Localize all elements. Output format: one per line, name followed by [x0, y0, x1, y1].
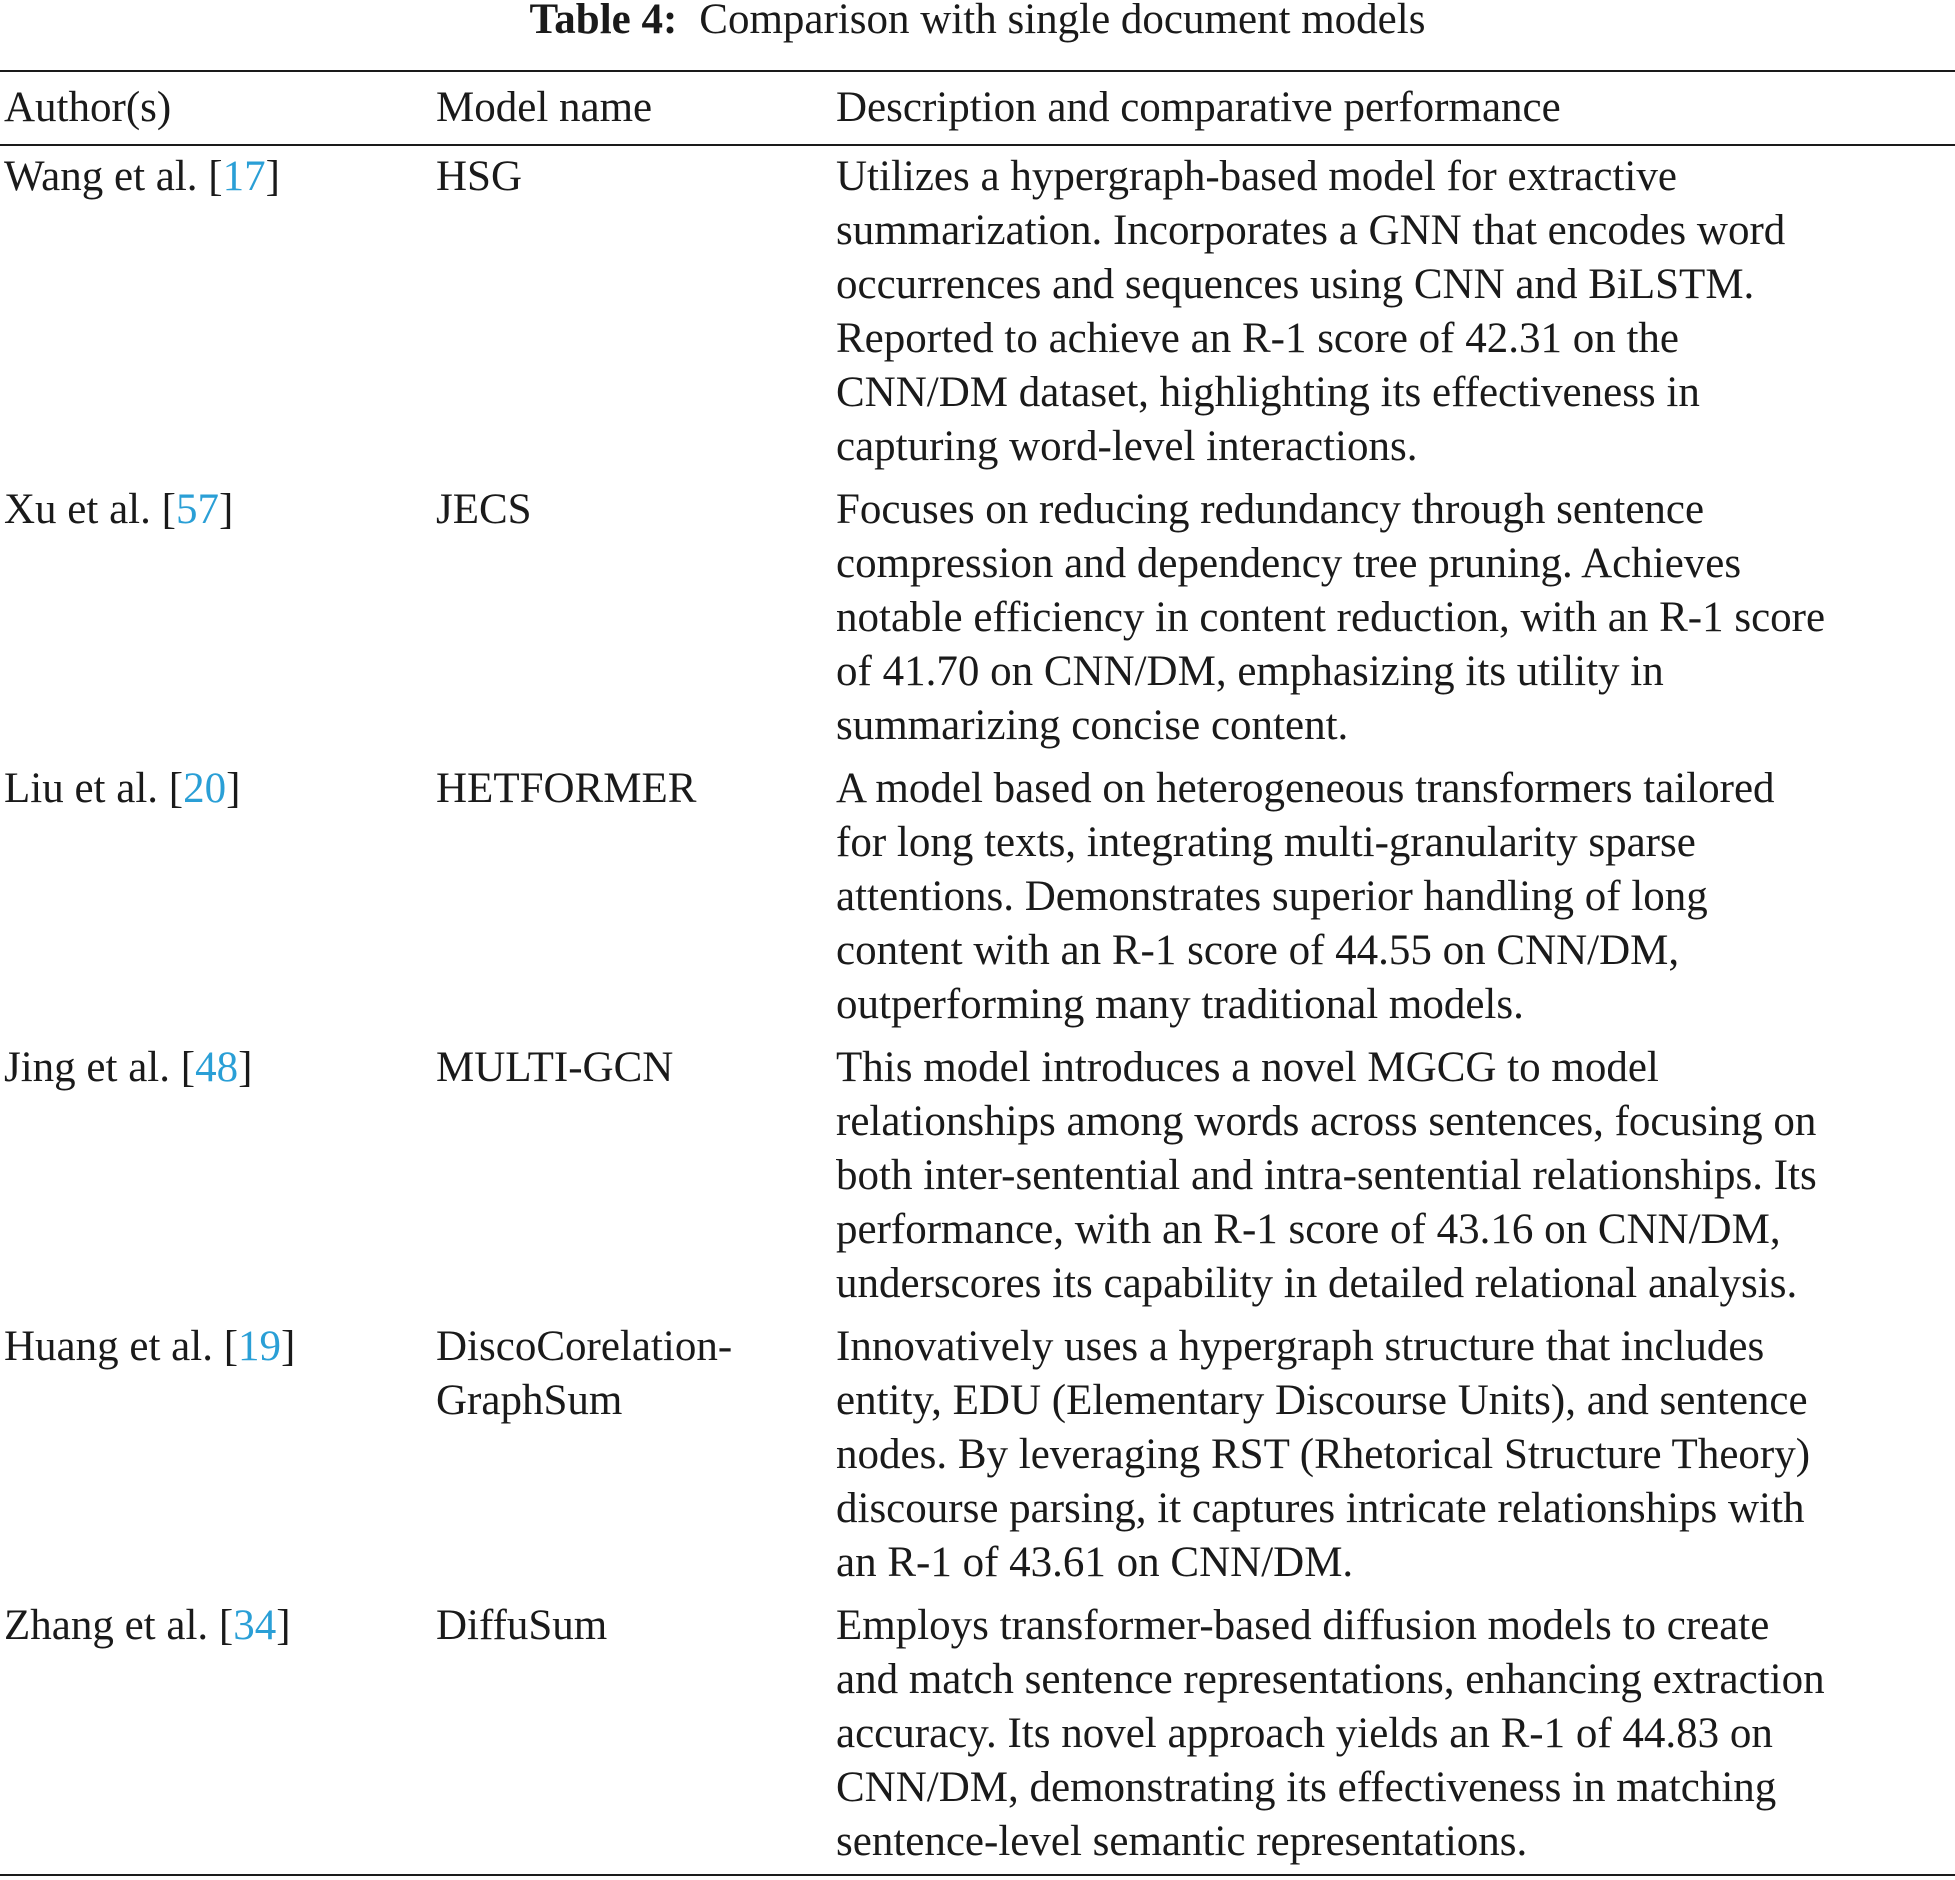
- description-line: sentence-level semantic representations.: [836, 1818, 1528, 1865]
- table-header-row: [0, 71, 1955, 145]
- description-line: Focuses on reducing redundancy through sentence: [836, 486, 1705, 533]
- model-name-line: DiscoCorelation-: [436, 1323, 733, 1370]
- reference-link[interactable]: 48: [195, 1044, 239, 1091]
- author-name: Liu et al.: [4, 765, 159, 812]
- reference-link[interactable]: 57: [175, 486, 219, 533]
- author-name: Jing et al.: [4, 1044, 170, 1091]
- model-cell: [432, 1316, 832, 1595]
- model-cell: [432, 479, 832, 758]
- reference-link[interactable]: 20: [183, 765, 227, 812]
- description-line: Employs transformer-based diffusion models to create: [836, 1602, 1770, 1649]
- description-line: nodes. By leveraging RST (Rhetorical Structure Theory): [836, 1431, 1811, 1478]
- model-cell: [432, 1037, 832, 1316]
- description-line: underscores its capability in detailed relational analysis.: [836, 1260, 1798, 1307]
- author-name: Xu et al.: [4, 486, 151, 533]
- author-cell: Huang et al. [19]: [4, 1323, 296, 1370]
- model-cell: [432, 758, 832, 1037]
- table-row: [0, 479, 1955, 758]
- description-cell: [832, 145, 1955, 479]
- description-line: an R-1 of 43.61 on CNN/DM.: [836, 1539, 1354, 1586]
- table-row: [0, 145, 1955, 479]
- table-row: [0, 1316, 1955, 1595]
- description-line: relationships among words across sentences, focusing on: [836, 1098, 1817, 1145]
- caption-label: Table 4:: [529, 0, 678, 43]
- header-model-name: Model name: [436, 84, 653, 131]
- caption-text: Comparison with single document models: [699, 0, 1426, 43]
- description-line: Utilizes a hypergraph-based model for extractive: [836, 153, 1677, 200]
- description-line: and match sentence representations, enhancing extraction: [836, 1656, 1825, 1703]
- reference-link[interactable]: 17: [222, 153, 266, 200]
- description-line: notable efficiency in content reduction, with an R-1 score: [836, 594, 1826, 641]
- description-line: CNN/DM, demonstrating its effectiveness in matching: [836, 1764, 1777, 1811]
- author-name: Wang et al.: [4, 153, 198, 200]
- reference-link[interactable]: 19: [238, 1323, 282, 1370]
- description-cell: [832, 1316, 1955, 1595]
- model-name-line: GraphSum: [436, 1377, 623, 1424]
- description-cell: [832, 1037, 1955, 1316]
- table-row: [0, 758, 1955, 1037]
- comparison-table: [0, 70, 1955, 1876]
- description-line: A model based on heterogeneous transformers tailored: [836, 765, 1775, 812]
- model-name: MULTI-GCN: [436, 1044, 674, 1091]
- model-cell: [432, 145, 832, 479]
- model-name: JECS: [436, 486, 532, 533]
- description-line: for long texts, integrating multi-granularity sparse: [836, 819, 1696, 866]
- description-line: accuracy. Its novel approach yields an R-1 of 44.83 on: [836, 1710, 1773, 1757]
- model-name: DiffuSum: [436, 1602, 608, 1649]
- description-cell: [832, 479, 1955, 758]
- table-row: [0, 1595, 1955, 1875]
- table-caption: [0, 0, 1955, 46]
- model-name: HETFORMER: [436, 765, 697, 812]
- description-line: attentions. Demonstrates superior handling of long: [836, 873, 1708, 920]
- description-line: occurrences and sequences using CNN and BiLSTM.: [836, 261, 1755, 308]
- description-line: entity, EDU (Elementary Discourse Units), and sentence: [836, 1377, 1808, 1424]
- author-cell: Jing et al. [48]: [4, 1044, 253, 1091]
- description-line: summarizing concise content.: [836, 702, 1349, 749]
- description-line: of 41.70 on CNN/DM, emphasizing its utility in: [836, 648, 1664, 695]
- author-cell: Liu et al. [20]: [4, 765, 241, 812]
- description-cell: [832, 1595, 1955, 1875]
- description-line: both inter-sentential and intra-sentential relationships. Its: [836, 1152, 1817, 1199]
- author-cell: Wang et al. [17]: [4, 153, 280, 200]
- description-line: content with an R-1 score of 44.55 on CNN/DM,: [836, 927, 1680, 974]
- description-line: discourse parsing, it captures intricate relationships with: [836, 1485, 1805, 1532]
- description-line: performance, with an R-1 score of 43.16 on CNN/DM,: [836, 1206, 1781, 1253]
- author-cell: Xu et al. [57]: [4, 486, 234, 533]
- model-cell: [432, 1595, 832, 1875]
- header-description: Description and comparative performance: [836, 84, 1561, 131]
- author-name: Zhang et al.: [4, 1602, 209, 1649]
- author-name: Huang et al.: [4, 1323, 213, 1370]
- description-line: This model introduces a novel MGCG to model: [836, 1044, 1659, 1091]
- description-line: Reported to achieve an R-1 score of 42.31 on the: [836, 315, 1680, 362]
- table-row: [0, 1037, 1955, 1316]
- description-cell: [832, 758, 1955, 1037]
- author-cell: Zhang et al. [34]: [4, 1602, 291, 1649]
- model-name: HSG: [436, 153, 523, 200]
- description-line: CNN/DM dataset, highlighting its effectiveness in: [836, 369, 1700, 416]
- description-line: summarization. Incorporates a GNN that encodes word: [836, 207, 1786, 254]
- description-line: outperforming many traditional models.: [836, 981, 1524, 1028]
- description-line: Innovatively uses a hypergraph structure that includes: [836, 1323, 1765, 1370]
- description-line: capturing word-level interactions.: [836, 423, 1418, 470]
- description-line: compression and dependency tree pruning. Achieves: [836, 540, 1742, 587]
- header-authors: Author(s): [4, 84, 172, 131]
- reference-link[interactable]: 34: [233, 1602, 277, 1649]
